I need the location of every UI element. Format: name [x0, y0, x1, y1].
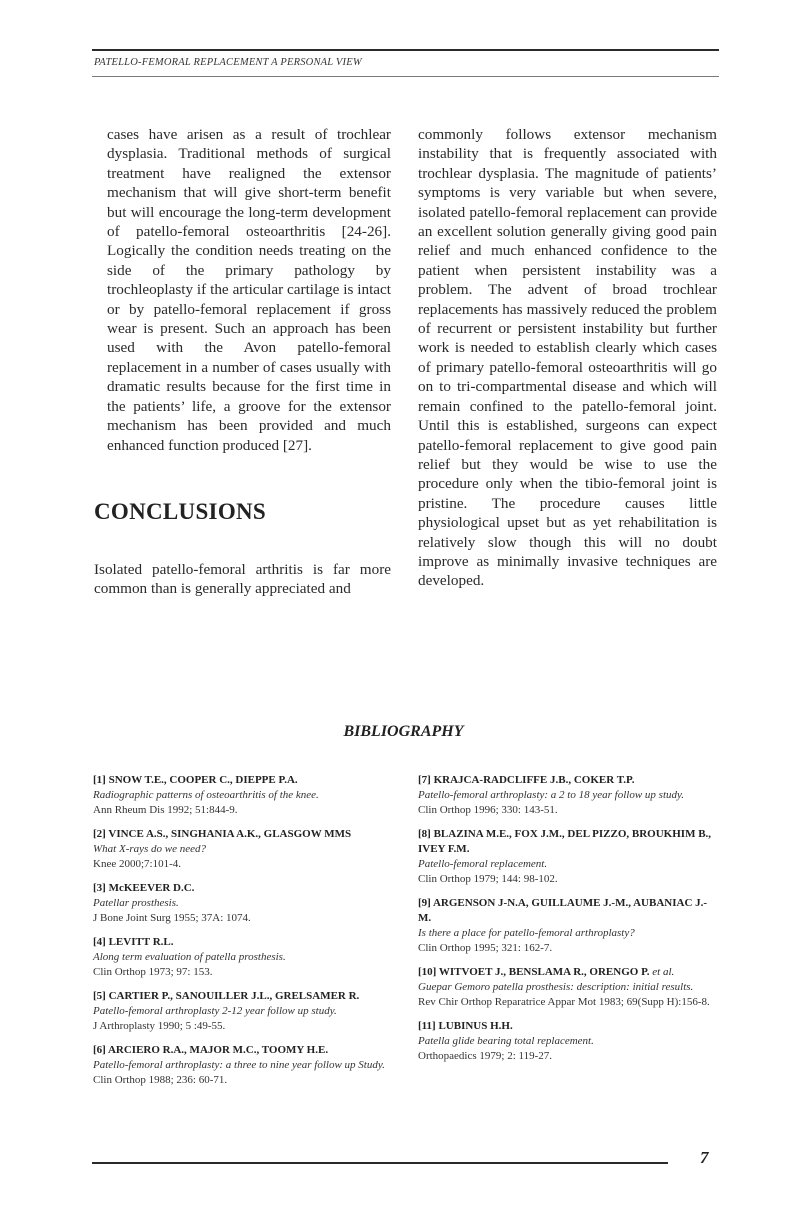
reference-5 [93, 989, 395, 1034]
reference-authors: [11] LUBINUS H.H. [418, 1020, 513, 1032]
top-rule [92, 49, 719, 51]
reference-authors: [1] SNOW T.E., COOPER C., DIEPPE P.A. [93, 774, 298, 786]
reference-source: Clin Orthop 1988; 236: 60-71. [93, 1074, 228, 1086]
reference-source: Orthopaedics 1979; 2: 119-27. [418, 1050, 553, 1062]
reference-title: Patello-femoral arthroplasty: a three to nine year follow up Study. [93, 1059, 385, 1071]
reference-9 [418, 896, 718, 956]
footer-rule [92, 1162, 668, 1164]
reference-7 [418, 773, 718, 818]
reference-authors: [2] VINCE A.S., SINGHANIA A.K., GLASGOW MMS [93, 828, 352, 840]
conclusions-text: Isolated patello-femoral arthritis is far more common than is generally appreciated and [94, 561, 391, 598]
reference-title: Patello-femoral arthroplasty 2-12 year follow up study. [93, 1005, 337, 1017]
reference-authors-suffix: et al. [652, 966, 675, 978]
reference-source: Clin Orthop 1996; 330: 143-51. [418, 804, 558, 816]
reference-3 [93, 881, 395, 926]
reference-authors: [9] ARGENSON J-N.A, GUILLAUME J.-M., AUBANIAC J.-M. [418, 897, 708, 924]
reference-6 [93, 1043, 395, 1088]
reference-title: What X-rays do we need? [93, 843, 207, 855]
reference-8 [418, 827, 718, 887]
running-head: PATELLO-FEMORAL REPLACEMENT A PERSONAL VIEW [94, 57, 362, 68]
reference-10 [418, 965, 718, 1010]
bibliography-right-column [418, 773, 718, 1073]
reference-1 [93, 773, 395, 818]
bibliography-left-column [93, 773, 395, 1097]
reference-authors: [7] KRAJCA-RADCLIFFE J.B., COKER T.P. [418, 774, 635, 786]
reference-2 [93, 827, 395, 872]
reference-source: J Bone Joint Surg 1955; 37A: 1074. [93, 912, 251, 924]
reference-source: Clin Orthop 1995; 321: 162-7. [418, 942, 553, 954]
reference-authors: [10] WITVOET J., BENSLAMA R., ORENGO P. [418, 966, 650, 978]
reference-title: Patello-femoral replacement. [418, 858, 548, 870]
reference-title: Guepar Gemoro patella prosthesis: description: initial results. [418, 981, 694, 993]
page-number: 7 [700, 1148, 709, 1167]
conclusions-heading: CONCLUSIONS [94, 499, 267, 524]
reference-authors: [3] McKEEVER D.C. [93, 882, 195, 894]
reference-title: Patello-femoral arthroplasty: a 2 to 18 year follow up study. [418, 789, 685, 801]
reference-title: Patella glide bearing total replacement. [418, 1035, 594, 1047]
reference-source: Clin Orthop 1973; 97: 153. [93, 966, 213, 978]
reference-authors: [8] BLAZINA M.E., FOX J.M., DEL PIZZO, BROUKHIM B., IVEY F.M. [418, 828, 712, 855]
reference-source: Knee 2000;7:101-4. [93, 858, 181, 870]
reference-source: Rev Chir Orthop Reparatrice Appar Mot 1983; 69(Supp H):156-8. [418, 996, 710, 1008]
reference-authors: [6] ARCIERO R.A., MAJOR M.C., TOOMY H.E. [93, 1044, 329, 1056]
reference-4 [93, 935, 395, 980]
reference-title: Along term evaluation of patella prosthesis. [93, 951, 286, 963]
right-column-text: commonly follows extensor mechanism instability that is frequently associated with trochlear dysplasia. The magnitude of patients’ symptoms is very variable but when severe, isolated patello-femoral replacement can provide an excellent solution generally giving good pain relief and much enhanced confidence to the patient when persistent instability was a problem. The advent of broad trochlear replacements has massively reduced the problem of recurrent or persistent instability but further work is needed to establish clearly which cases of primary patello-femoral osteoarthritis will go on to tri-compartmental disease and which will remain confined to the patello-femoral joint. Until this is established, surgeons can expect patello-femoral replacement to give good pain relief but they would be wise to use the procedure only when the tibio-femoral joint is pristine. The procedure causes little physiological upset but as yet rehabilitation is relatively slow though this will no doubt improve as minimally invasive techniques are developed. [418, 126, 717, 590]
reference-11 [418, 1019, 718, 1064]
reference-source: Ann Rheum Dis 1992; 51:844-9. [93, 804, 238, 816]
reference-authors: [5] CARTIER P., SANOUILLER J.L., GRELSAMER R. [93, 990, 360, 1002]
bibliography-heading: BIBLIOGRAPHY [343, 723, 464, 740]
reference-title: Is there a place for patello-femoral arthroplasty? [418, 927, 635, 939]
reference-source: Clin Orthop 1979; 144: 98-102. [418, 873, 558, 885]
left-column-text: cases have arisen as a result of trochlear dysplasia. Traditional methods of surgical treatment have realigned the extensor mechanism that will give short-term benefit but will encourage the long-term development of patello-femoral osteoarthritis [24-26]. Logically the condition needs treating on the side of the primary pathology by trochleoplasty if the articular cartilage is intact or by patello-femoral replacement if gross wear is present. Such an approach has been used with the Avon patello-femoral replacement in a number of cases usually with dramatic results because for the first time in the patients’ life, a groove for the extensor mechanism has been provided and much enhanced function produced [27]. [107, 126, 391, 454]
reference-title: Patellar prosthesis. [93, 897, 179, 909]
reference-source: J Arthroplasty 1990; 5 :49-55. [93, 1020, 226, 1032]
header-rule [92, 76, 719, 77]
reference-title: Radiographic patterns of osteoarthritis of the knee. [93, 789, 319, 801]
reference-authors: [4] LEVITT R.L. [93, 936, 174, 948]
